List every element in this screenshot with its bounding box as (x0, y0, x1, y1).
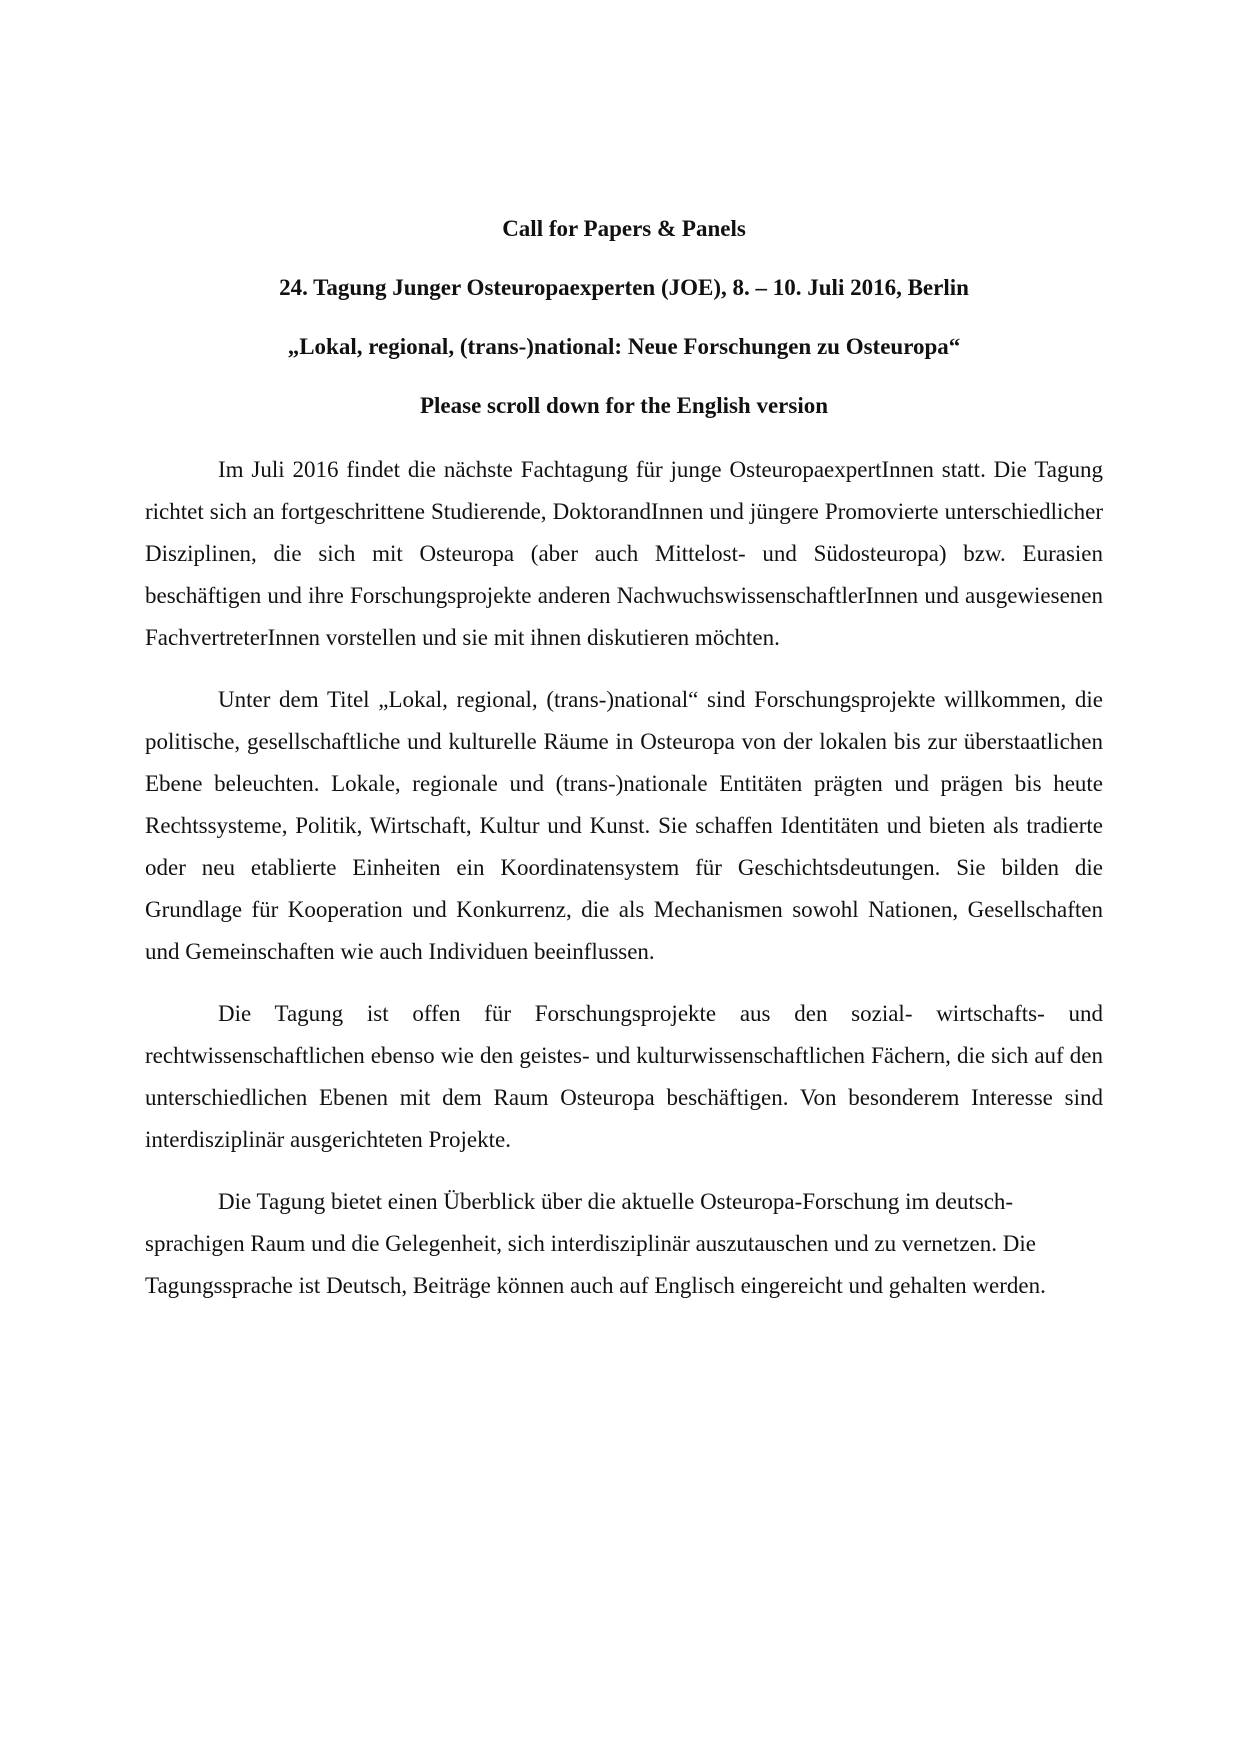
document-body (145, 212, 1103, 1327)
english-version-note: Please scroll down for the English version (419, 393, 829, 418)
paragraph-disciplines: Die Tagung ist offen für Forschungsprojekte aus den sozial- wirtschafts- und rechtwissenschaftlichen ebenso wie den geistes- und kulturwissenschaftlichen Fächern, die sich auf den unterschiedlichen Ebenen mit dem Raum Osteuropa beschäftigen. Von besonderem Interesse sind interdisziplinär ausgerichteten Projekte. (145, 1001, 1103, 1152)
event-heading: 24. Tagung Junger Osteuropaexperten (JOE), 8. – 10. Juli 2016, Berlin (279, 275, 969, 300)
motto-heading: „Lokal, regional, (trans-)national: Neue Forschungen zu Osteuropa“ (287, 334, 961, 359)
paragraph-language: Die Tagung bietet einen Überblick über die aktuelle Osteuropa-Forschung im deutsch-sprachigen Raum und die Gelegenheit, sich interdisziplinär auszutauschen und zu vernetzen. Die Tagungssprache ist Deutsch, Beiträge können auch auf Englisch eingereicht und gehalten werden. (145, 1189, 1046, 1298)
paragraph-topic: Unter dem Titel „Lokal, regional, (trans-)national“ sind Forschungsprojekte willkommen, die politische, gesellschaftliche und kulturelle Räume in Osteuropa von der lokalen bis zur überstaatlichen Ebene beleuchten. Lokale, regionale und (trans-)nationale Entitäten prägten und prägen bis heute Rechtssysteme, Politik, Wirtschaft, Kultur und Kunst. Sie schaffen Identitäten und bieten als tradierte oder neu etablierte Einheiten ein Koordinatensystem für Geschichtsdeutungen. Sie bilden die Grundlage für Kooperation und Konkurrenz, die als Mechanismen sowohl Nationen, Gesellschaften und Gemeinschaften wie auch Individuen beeinflussen. (145, 687, 1103, 964)
document-title: Call for Papers & Panels (502, 216, 746, 241)
paragraph-intro: Im Juli 2016 findet die nächste Fachtagung für junge OsteuropaexpertInnen statt. Die Tagung richtet sich an fortgeschrittene Studierende, DoktorandInnen und jüngere Promovierte unterschiedlicher Disziplinen, die sich mit Osteuropa (aber auch Mittelost- und Südosteuropa) bzw. Eurasien beschäftigen und ihre Forschungsprojekte anderen NachwuchswissenschaftlerInnen und ausgewiesenen FachvertreterInnen vorstellen und sie mit ihnen diskutieren möchten. (145, 457, 1103, 650)
